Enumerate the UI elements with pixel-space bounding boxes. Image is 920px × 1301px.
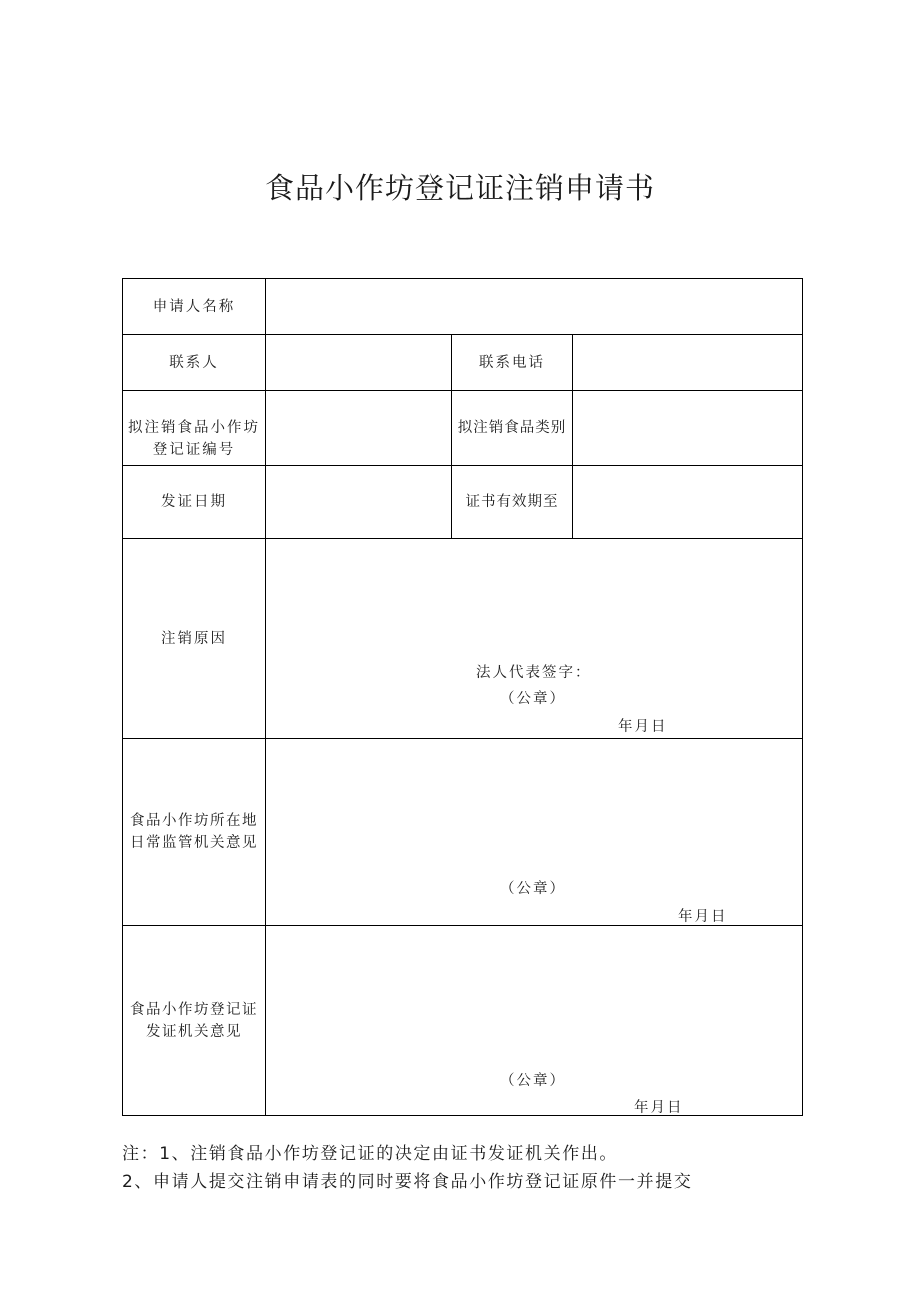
notes	[122, 1140, 692, 1196]
license-no-label	[123, 391, 266, 466]
applicant-name-field[interactable]	[266, 279, 803, 335]
supervision-label-line1: 食品小作坊所在地	[130, 813, 258, 829]
food-category-field[interactable]	[573, 391, 803, 466]
valid-until-label: 证书有效期至	[452, 466, 573, 539]
supervision-opinion-field[interactable]	[266, 739, 803, 926]
food-category-label: 拟注销食品类别	[452, 391, 573, 466]
supervision-date-label: 年月日	[678, 909, 728, 925]
row-applicant-name	[123, 279, 803, 335]
issuer-seal-label: （公章）	[500, 1073, 566, 1089]
phone-label: 联系电话	[452, 335, 573, 391]
issue-date-label: 发证日期	[123, 466, 266, 539]
page-title: 食品小作坊登记证注销申请书	[264, 171, 655, 205]
phone-field[interactable]	[573, 335, 803, 391]
license-no-field[interactable]	[266, 391, 452, 466]
legal-rep-signature-label: 法人代表签字：	[476, 665, 592, 681]
issuer-opinion-label	[123, 926, 266, 1116]
row-reason	[123, 539, 803, 739]
issuer-label-line1: 食品小作坊登记证	[130, 1001, 258, 1018]
contact-field[interactable]	[266, 335, 452, 391]
row-issuer-opinion	[123, 926, 803, 1116]
reason-field[interactable]	[266, 539, 803, 739]
note-line-1: 注：1、注销食品小作坊登记证的决定由证书发证机关作出。	[122, 1144, 619, 1164]
deregistration-form-table	[122, 278, 803, 1116]
contact-label: 联系人	[123, 335, 266, 391]
applicant-name-label: 申请人名称	[123, 279, 266, 335]
issuer-opinion-field[interactable]	[266, 926, 803, 1116]
license-no-label-line1: 拟注销食品小作坊	[128, 420, 260, 436]
note-line-2: 2、申请人提交注销申请表的同时要将食品小作坊登记证原件一并提交	[122, 1172, 693, 1192]
reason-label: 注销原因	[123, 539, 266, 739]
reason-date-label: 年月日	[618, 719, 668, 735]
issue-date-field[interactable]	[266, 466, 452, 539]
supervision-label-line2: 日常监管机关意见	[130, 835, 258, 851]
issuer-label-line2: 发证机关意见	[146, 1023, 242, 1040]
row-contact	[123, 335, 803, 391]
row-dates	[123, 466, 803, 539]
license-no-label-line2: 登记证编号	[152, 442, 236, 458]
issuer-date-label: 年月日	[634, 1100, 684, 1116]
valid-until-field[interactable]	[573, 466, 803, 539]
supervision-opinion-label	[123, 739, 266, 926]
row-supervision-opinion	[123, 739, 803, 926]
supervision-seal-label: （公章）	[500, 881, 566, 897]
row-license	[123, 391, 803, 466]
reason-seal-label: （公章）	[500, 691, 566, 707]
